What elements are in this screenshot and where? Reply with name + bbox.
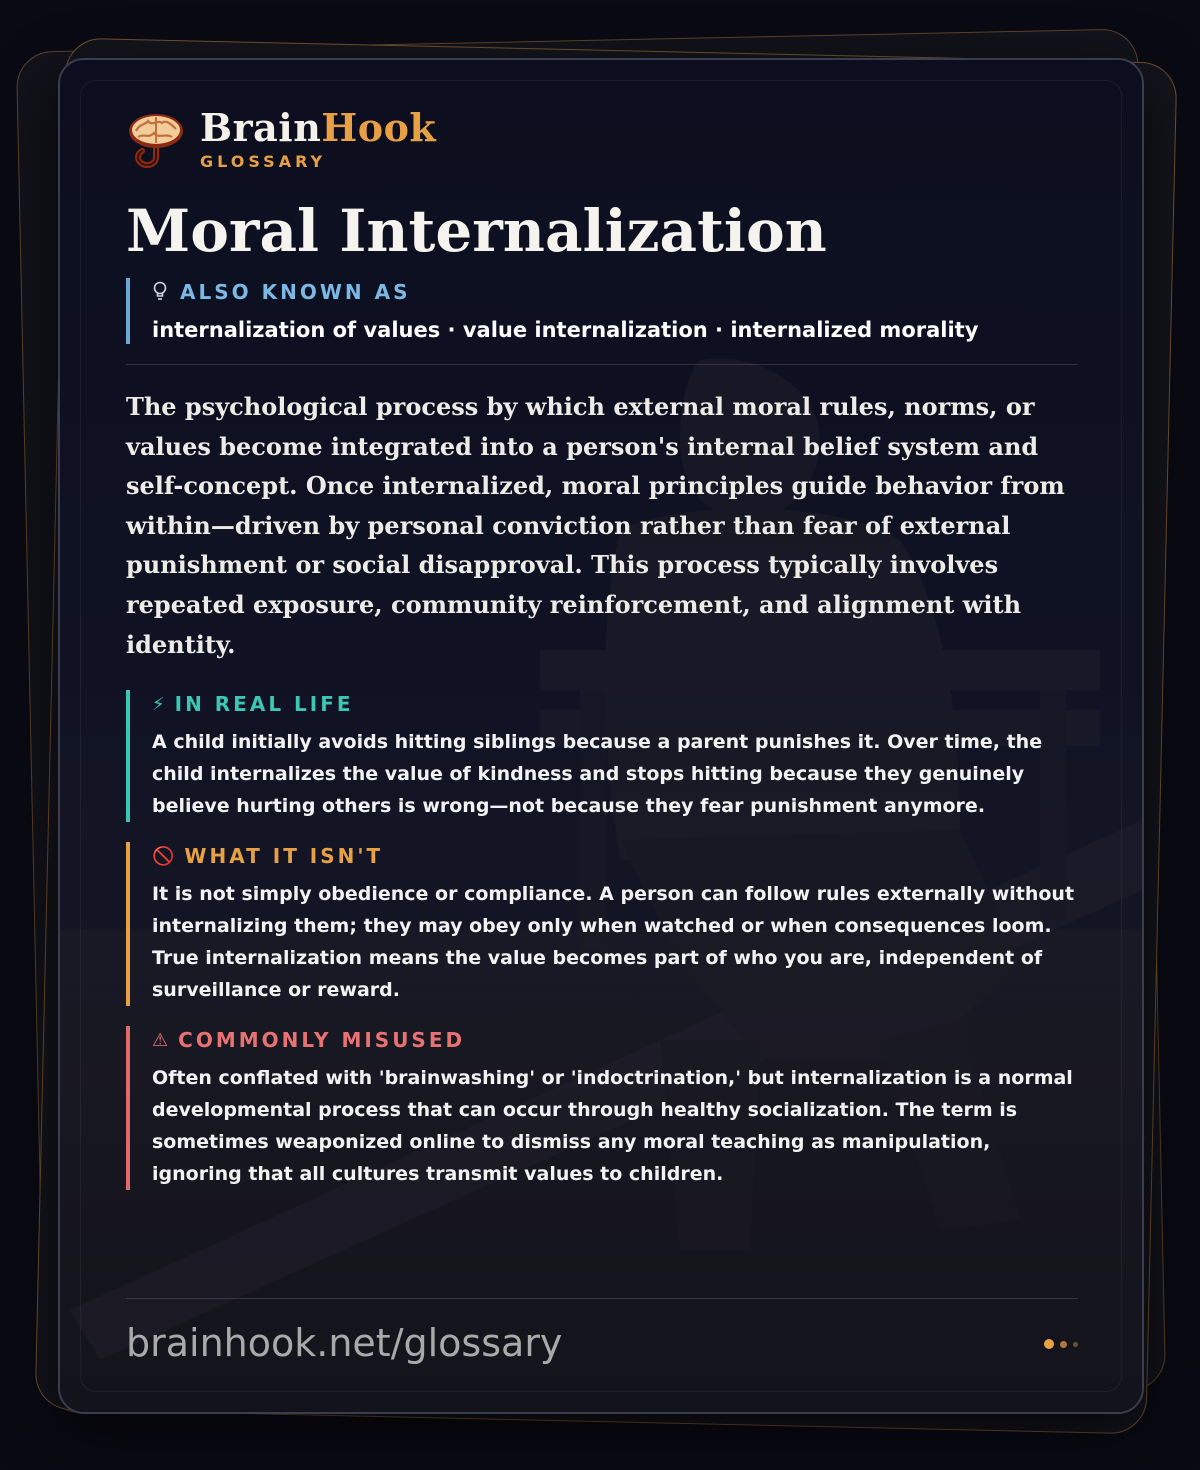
in-real-life-label: IN REAL LIFE xyxy=(174,692,354,717)
also-known-as-section xyxy=(126,278,1078,344)
card-footer xyxy=(126,1298,1078,1389)
brand-text xyxy=(200,104,437,171)
brand-name-part2: Hook xyxy=(321,104,437,150)
what-it-isnt-label: WHAT IT ISN'T xyxy=(184,844,384,869)
in-real-life-text: A child initially avoids hitting siblings because a parent punishes it. Over time, the child internalizes the value of kindness and stops hitting because they genuinely believe hurting others is wrong—not because they fear punishment anymore. xyxy=(152,731,1043,818)
prohibited-icon: 🚫 xyxy=(152,845,175,867)
brand-name-part1: Brain xyxy=(200,104,322,150)
commonly-misused-section xyxy=(126,1026,1078,1190)
lightning-icon: ⚡ xyxy=(152,693,165,715)
what-it-isnt-section xyxy=(126,842,1078,1006)
commonly-misused-label: COMMONLY MISUSED xyxy=(178,1028,466,1053)
also-known-as-label: ALSO KNOWN AS xyxy=(180,280,411,304)
what-it-isnt-heading xyxy=(152,842,1078,870)
dot xyxy=(1060,1341,1067,1348)
what-it-isnt-text: It is not simply obedience or compliance. A person can follow rules externally without internalizing them; they may obey only when watched or when consequences loom. True internalization means the value becomes part of who you are, independent of surveillance or reward. xyxy=(152,883,1075,1002)
also-known-as-values: internalization of values · value internalization · internalized morality xyxy=(152,318,979,342)
term-title: Moral Internalization xyxy=(126,197,827,265)
brain-hook-icon xyxy=(126,109,186,169)
footer-url-link[interactable]: brainhook.net/glossary xyxy=(126,1321,563,1365)
pagination-dots xyxy=(1038,1339,1078,1349)
brand-header[interactable] xyxy=(126,104,1078,174)
brand-subtitle: GLOSSARY xyxy=(200,151,327,171)
dot xyxy=(1073,1342,1078,1347)
also-known-as-heading xyxy=(152,278,1078,306)
commonly-misused-text: Often conflated with 'brainwashing' or 'indoctrination,' but internalization is a normal developmental process that can occur through healthy socialization. The term is sometimes weaponized online to dismiss any moral teaching as manipulation, ignoring that all cultures transmit values to children. xyxy=(152,1067,1073,1186)
commonly-misused-heading xyxy=(152,1026,1078,1054)
in-real-life-section xyxy=(126,690,1078,822)
lightbulb-icon xyxy=(152,281,168,303)
in-real-life-heading xyxy=(152,690,1078,718)
glossary-card xyxy=(58,58,1144,1414)
definition-text: The psychological process by which external moral rules, norms, or values become integrated into a person's internal belief system and self-concept. Once internalized, moral principles guide behavior from within—driven by personal conviction rather than fear of external punishment or social disapproval. This process typically involves repeated exposure, community reinforcement, and alignment with identity. xyxy=(126,392,1065,659)
divider xyxy=(126,364,1078,365)
warning-icon: ⚠ xyxy=(152,1029,169,1051)
dot-active xyxy=(1044,1339,1054,1349)
brand-name xyxy=(200,104,437,150)
card-content xyxy=(126,104,1078,1190)
